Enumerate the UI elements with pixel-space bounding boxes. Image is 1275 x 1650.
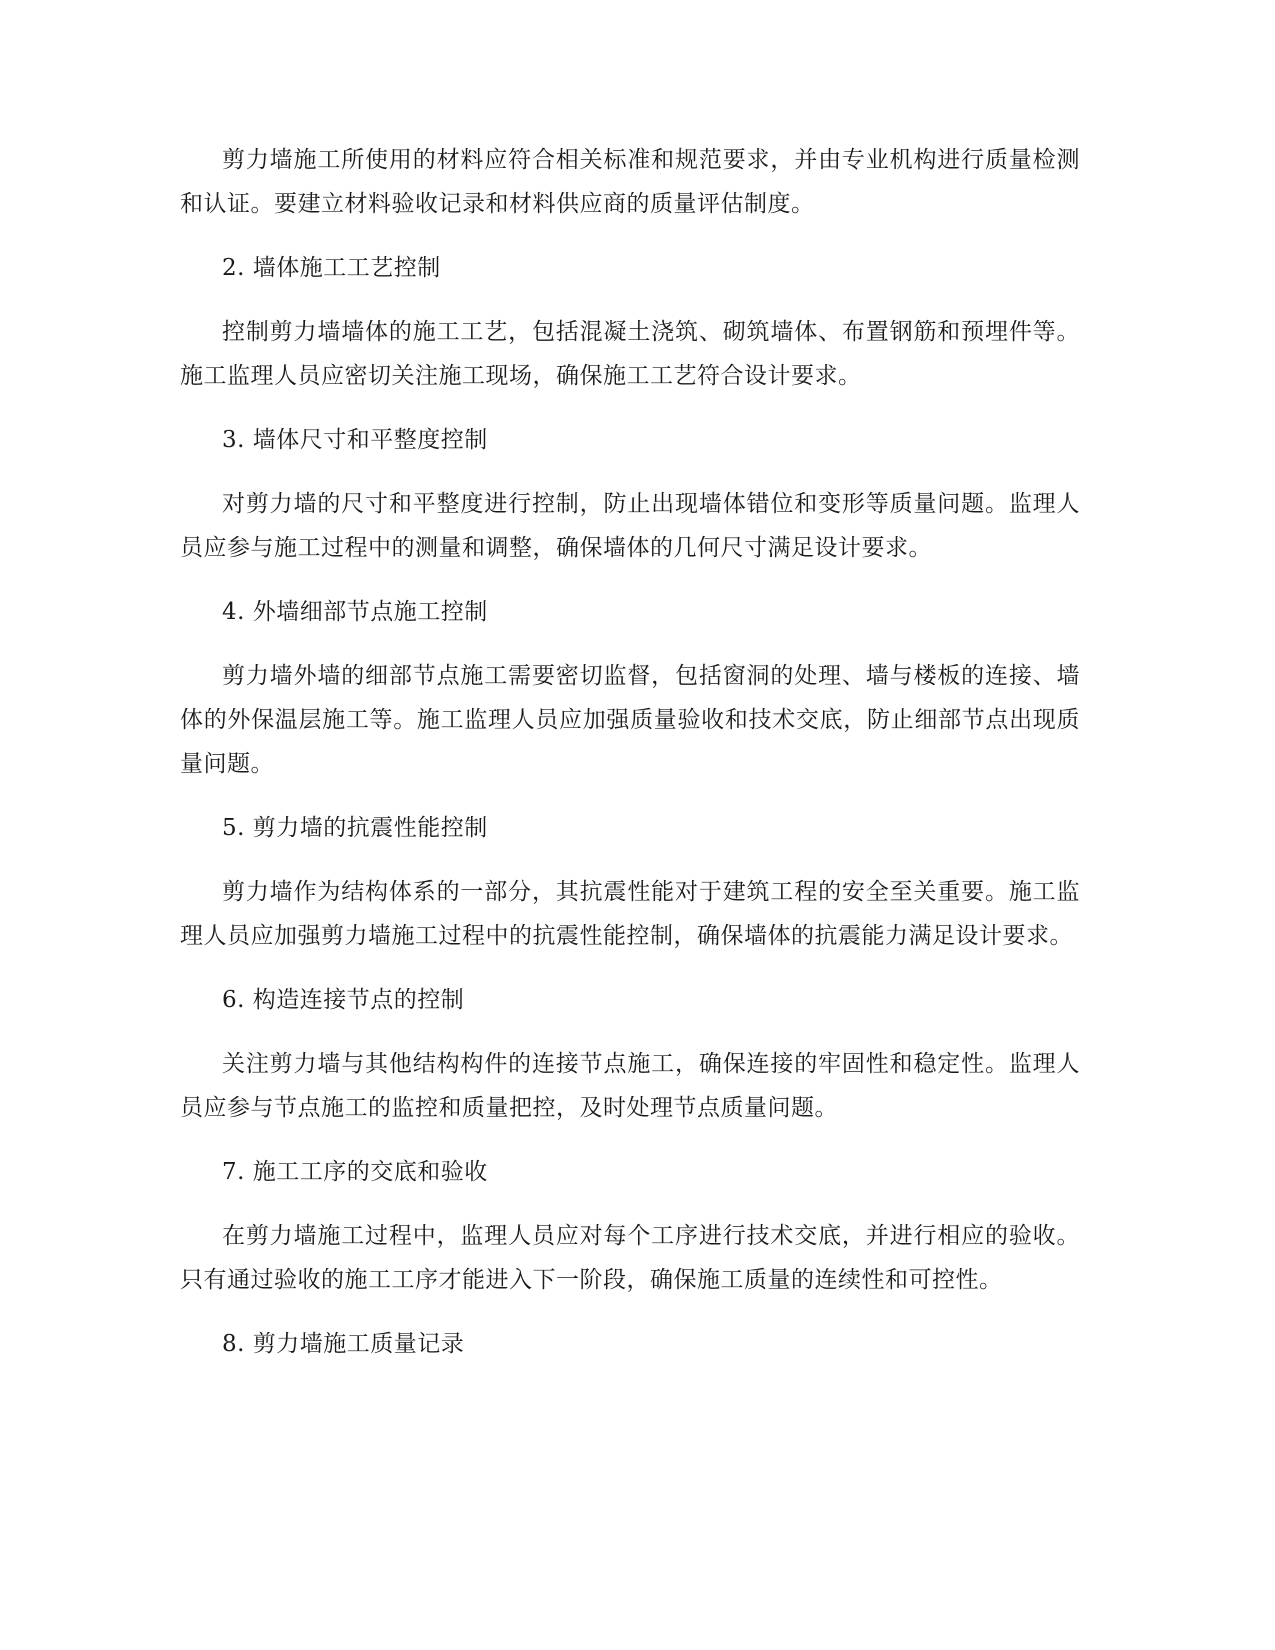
document-page (180, 138, 1080, 1386)
heading-section-6: 6. 构造连接节点的控制 (222, 987, 465, 1013)
paragraph-material-quality: 剪力墙施工所使用的材料应符合相关标准和规范要求，并由专业机构进行质量检测和认证。要建立材料验收记录和材料供应商的质量评估制度。 (180, 147, 1080, 217)
heading-section-7: 7. 施工工序的交底和验收 (222, 1159, 488, 1185)
heading-section-8: 8. 剪力墙施工质量记录 (222, 1331, 465, 1357)
heading-section-3: 3. 墙体尺寸和平整度控制 (222, 427, 488, 453)
paragraph-section-4: 剪力墙外墙的细部节点施工需要密切监督，包括窗洞的处理、墙与楼板的连接、墙体的外保温层施工等。施工监理人员应加强质量验收和技术交底，防止细部节点出现质量问题。 (180, 663, 1080, 777)
paragraph-section-2: 控制剪力墙墙体的施工工艺，包括混凝土浇筑、砌筑墙体、布置钢筋和预埋件等。施工监理人员应密切关注施工现场，确保施工工艺符合设计要求。 (180, 319, 1080, 389)
heading-section-5: 5. 剪力墙的抗震性能控制 (222, 815, 488, 841)
heading-section-4: 4. 外墙细部节点施工控制 (222, 599, 488, 625)
paragraph-section-5: 剪力墙作为结构体系的一部分，其抗震性能对于建筑工程的安全至关重要。施工监理人员应加强剪力墙施工过程中的抗震性能控制，确保墙体的抗震能力满足设计要求。 (180, 879, 1080, 949)
paragraph-section-3: 对剪力墙的尺寸和平整度进行控制，防止出现墙体错位和变形等质量问题。监理人员应参与施工过程中的测量和调整，确保墙体的几何尺寸满足设计要求。 (180, 491, 1080, 561)
paragraph-section-7: 在剪力墙施工过程中，监理人员应对每个工序进行技术交底，并进行相应的验收。只有通过验收的施工工序才能进入下一阶段，确保施工质量的连续性和可控性。 (180, 1223, 1080, 1293)
paragraph-section-6: 关注剪力墙与其他结构构件的连接节点施工，确保连接的牢固性和稳定性。监理人员应参与节点施工的监控和质量把控，及时处理节点质量问题。 (180, 1051, 1080, 1121)
heading-section-2: 2. 墙体施工工艺控制 (222, 255, 441, 281)
